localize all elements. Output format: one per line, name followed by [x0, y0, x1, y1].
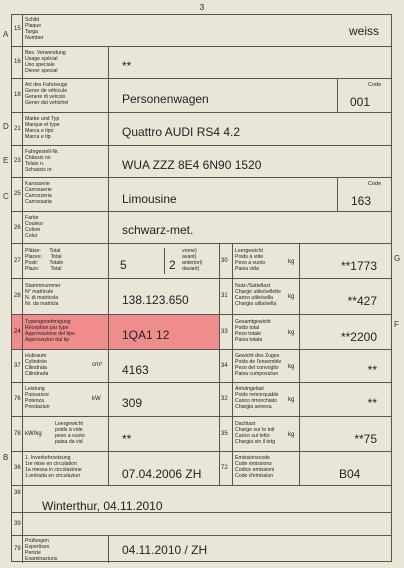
- empty-weight-label: Leergewicht Poids à vide Peso a vuoto Paisa vida: [235, 248, 266, 272]
- payload-value: **427: [347, 294, 377, 308]
- vehicle-type-value: Personenwagen: [122, 92, 209, 106]
- seats-front-label: vorne) avant) anteriori) davant): [182, 248, 203, 272]
- field-num: 33: [221, 329, 228, 335]
- emission-code-label: Emissionscode Code émissions Codice emissioni Code d'emissiun: [235, 455, 275, 479]
- unit-kg: kg: [288, 294, 295, 300]
- margin-letter-g: G: [394, 254, 401, 263]
- form-grid: [11, 14, 392, 562]
- margin-letter-e: E: [3, 156, 9, 165]
- unit-kg: kg: [288, 432, 295, 438]
- make-model-value: Quattro AUDI RS4 4.2: [122, 125, 241, 139]
- train-weight-value: **: [367, 363, 377, 377]
- field-num: 25: [14, 191, 21, 197]
- row-special-use: [12, 46, 391, 78]
- unit-cm3: cm³: [92, 362, 102, 368]
- field-num: 24: [14, 329, 21, 335]
- row-chassis: [12, 145, 391, 177]
- field-num: 18: [14, 92, 21, 98]
- power-weight-label: Leergewicht poids à vide peso a vuoto paisa da vid: [55, 421, 85, 445]
- margin-letter-d: D: [3, 122, 9, 131]
- make-model-label: Marke und Typ Marque et type Marca e tipo Marca e tip: [25, 116, 60, 140]
- row-first-registration-emissions: [12, 451, 391, 485]
- field-num: 34: [221, 363, 228, 369]
- field-num: 30: [221, 258, 228, 264]
- displacement-value: 4163: [122, 363, 149, 377]
- body-value: Limousine: [122, 192, 177, 206]
- power-value: 309: [122, 396, 143, 410]
- chassis-label: Fahrgestell-Nr. Châssis no Telaio n. Schassis nr.: [25, 149, 60, 173]
- first-registration-value: 07.04.2006 ZH: [122, 467, 202, 481]
- field-num: 31: [221, 293, 228, 299]
- unit-kw: kW: [92, 396, 101, 402]
- field-num: 32: [221, 396, 228, 402]
- unit-kg: kg: [288, 259, 295, 265]
- field-num: 16: [14, 59, 21, 65]
- seats-total-value: 5: [120, 258, 127, 272]
- special-use-value: **: [122, 59, 132, 73]
- registration-number-value: 138.123.650: [122, 293, 189, 307]
- power-weight-value: **: [122, 432, 132, 446]
- vehicle-type-label: Art des Fahrzeugs Genre de véhicule Genere di veicolo Gener dal vehichel: [25, 82, 69, 106]
- field-num: 15: [14, 26, 21, 32]
- registration-number-label: Stammnummer N° matricule N. di matricola Nr. da matricla: [25, 283, 61, 307]
- row-type-approval-total-weight: [12, 314, 391, 349]
- field-num: 78: [14, 431, 21, 437]
- body-label: Karosserie Carrosserie Carrozzeria Carrossaria: [25, 181, 52, 205]
- margin-letter-f: F: [394, 320, 399, 329]
- unit-kg: kg: [288, 330, 295, 336]
- row-make-model: [12, 112, 391, 145]
- trailer-load-value: **: [367, 396, 377, 410]
- body-code: 163: [351, 194, 372, 208]
- field-num: 36: [14, 465, 21, 471]
- row-power-trailer-load: [12, 382, 391, 416]
- roof-load-value: **75: [354, 432, 377, 446]
- trailer-load-label: Anhängelast Poids remorquable Carico rimorchiato Chargia annexa: [235, 386, 279, 410]
- row-place-date: [12, 485, 391, 512]
- margin-letter-c: C: [3, 192, 9, 201]
- inspections-label: Prüfungen Expertises Perizie Examinaziuns: [25, 538, 58, 562]
- code-label: Code: [368, 82, 382, 88]
- row-vehicle-type: [12, 78, 391, 112]
- color-label: Farbe Couleur Colore Colur: [25, 215, 44, 239]
- field-num: 38: [14, 490, 21, 496]
- displacement-label: Hubraum Cylindrée Cilindrata Cilindrada: [25, 353, 49, 377]
- field-num: 27: [14, 258, 21, 264]
- total-weight-value: **2200: [340, 330, 377, 344]
- page-number: 3: [199, 3, 205, 12]
- row-plate: [12, 15, 391, 46]
- field-num: 79: [14, 546, 21, 552]
- empty-weight-value: **1773: [340, 259, 377, 273]
- first-registration-label: 1. Inverkehrsetzung 1re mise en circulation 1a messa in circolazione 1.entrada en circulaziun: [25, 455, 82, 479]
- unit-kg: kg: [288, 397, 295, 403]
- field-num: 39: [14, 521, 21, 527]
- inspections-value: 04.11.2010 / ZH: [122, 543, 208, 557]
- place-date-value: Winterthur, 04.11.2010: [42, 499, 163, 513]
- margin-letter-b: B: [3, 453, 9, 462]
- row-inspections: [12, 535, 391, 563]
- field-num: 72: [221, 465, 228, 471]
- field-num: 76: [14, 396, 21, 402]
- margin-letter-a: A: [3, 30, 9, 39]
- row-body: [12, 177, 391, 211]
- row-power-weight-roof-load: [12, 416, 391, 451]
- roof-load-label: Dachlast Charge sur le toit Carico sul tetto Chargia sin il tetg: [235, 421, 276, 445]
- row-39: [12, 512, 391, 535]
- type-approval-value: 1QA1 12: [122, 328, 170, 342]
- code-label: Code: [368, 181, 382, 187]
- payload-label: Nutz-/Sattellast Charge utile/sellette Carico utile/sella Chargia utila/sella: [235, 283, 281, 307]
- chassis-number-value: WUA ZZZ 8E4 6N90 1520: [122, 158, 262, 172]
- row-registration-payload: [12, 278, 391, 314]
- seats-label: Plätze: Total Places: Total Posti: Totale Plazs: Total: [25, 248, 64, 272]
- type-approval-label: Typengenehmigung Réception par type Approvazione del tipo Approvaziun dal tip: [25, 319, 75, 343]
- unit-kg: kg: [288, 364, 295, 370]
- special-use-label: Bes. Verwendung Usage spécial Uso speciale Diever special: [25, 50, 66, 74]
- row-displacement-train-weight: [12, 349, 391, 382]
- field-num: 21: [14, 126, 21, 132]
- row-seats-empty-weight: [12, 243, 391, 278]
- row-color: [12, 211, 391, 243]
- vehicle-type-code: 001: [350, 95, 371, 109]
- plate-label: Schild Plaque Targa Number: [25, 17, 44, 41]
- seats-front-value: 2: [169, 258, 176, 272]
- emission-code-value: B04: [339, 467, 361, 481]
- train-weight-label: Gewicht des Zuges Poids de l'ensemble Peso del convoglio Paisa cumposiziun: [235, 353, 282, 377]
- power-label: Leistung Puissance Potenza Prestaziun: [25, 386, 50, 410]
- field-num: 37: [14, 363, 21, 369]
- field-num: 35: [221, 431, 228, 437]
- plate-color-value: weiss: [348, 24, 379, 38]
- color-value: schwarz-met.: [122, 223, 194, 237]
- total-weight-label: Gesamtgewicht Poids total Peso totale Paisa totala: [235, 319, 271, 343]
- field-num: 26: [14, 225, 21, 231]
- field-num: 23: [14, 158, 21, 164]
- unit-kw-kg: kW/kg: [25, 431, 42, 437]
- field-num: 28: [14, 293, 21, 299]
